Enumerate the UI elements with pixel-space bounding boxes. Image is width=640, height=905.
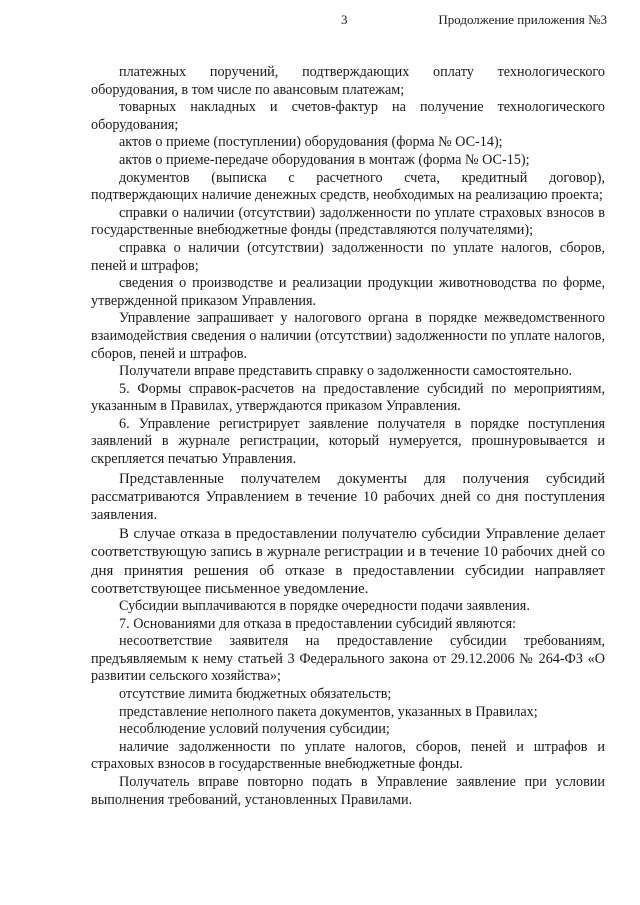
paragraph: несоответствие заявителя на предоставление субсидии требованиям, предъявляемым к нему статьей 3 Федерального закона от 29.12.2006 № 264-ФЗ «О развитии сельского хозяйства»; <box>91 633 605 685</box>
paragraph: несоблюдение условий получения субсидии; <box>119 721 390 738</box>
paragraph: В случае отказа в предоставлении получателю субсидии Управление делает соответствующую запись в журнале регистрации и в течение 10 рабочих дней со дня принятия решения об отказе в предоставлении субсидии направляет соответствующее письменное уведомление. <box>91 526 605 597</box>
paragraph: наличие задолженности по уплате налогов, сборов, пеней и штрафов и страховых взносов в государственные внебюджетные фонды. <box>91 738 605 773</box>
paragraph: Представленные получателем документы для получения субсидий рассматриваются Управлением в течение 10 рабочих дней со дня поступления заявления. <box>91 470 605 524</box>
page-header <box>0 12 640 32</box>
paragraph: документов (выписка с расчетного счета, кредитный договор), подтверждающих наличие денежных средств, необходимых на реализацию проекта; <box>91 169 605 204</box>
paragraph: отсутствие лимита бюджетных обязательств; <box>119 686 392 703</box>
paragraph: 7. Основаниями для отказа в предоставлении субсидий являются: <box>119 615 517 632</box>
appendix-note: Продолжение приложения №3 <box>438 12 607 27</box>
document-body <box>91 64 605 809</box>
paragraph: сведения о производстве и реализации продукции животноводства по форме, утвержденной приказом Управления. <box>91 275 605 309</box>
paragraph: Получатели вправе представить справку о задолженности самостоятельно. <box>119 363 573 380</box>
paragraph: товарных накладных и счетов-фактур на получение технологического оборудования; <box>91 99 605 133</box>
paragraph: представление неполного пакета документов, указанных в Правилах; <box>119 703 538 720</box>
paragraph: справки о наличии (отсутствии) задолженности по уплате страховых взносов в государственные внебюджетные фонды (представляются получателями); <box>91 204 605 239</box>
paragraph: актов о приеме (поступлении) оборудования (форма № ОС-14); <box>119 134 503 151</box>
paragraph: платежных поручений, подтверждающих оплату технологического оборудования, в том числе по авансовым платежам; <box>91 64 605 98</box>
paragraph: актов о приеме-передаче оборудования в монтаж (форма № ОС-15); <box>119 151 530 168</box>
paragraph: Субсидии выплачиваются в порядке очередности подачи заявления. <box>119 598 530 615</box>
paragraph: Управление запрашивает у налогового органа в порядке межведомственного взаимодействия сведения о наличии (отсутствии) задолженности по уплате налогов, сборов, пеней и штрафов. <box>91 310 605 362</box>
paragraph: справка о наличии (отсутствии) задолженности по уплате налогов, сборов, пеней и штрафов; <box>91 239 605 274</box>
paragraph: 5. Формы справок-расчетов на предоставление субсидий по мероприятиям, указанным в Правилах, утверждаются приказом Управления. <box>91 380 605 415</box>
page-number: 3 <box>341 12 348 27</box>
paragraph: 6. Управление регистрирует заявление получателя в порядке поступления заявлений в журнале регистрации, который нумеруется, прошнуровывается и скрепляется печатью Управления. <box>91 415 605 468</box>
paragraph: Получатель вправе повторно подать в Управление заявление при условии выполнения требований, установленных Правилами. <box>91 774 605 808</box>
